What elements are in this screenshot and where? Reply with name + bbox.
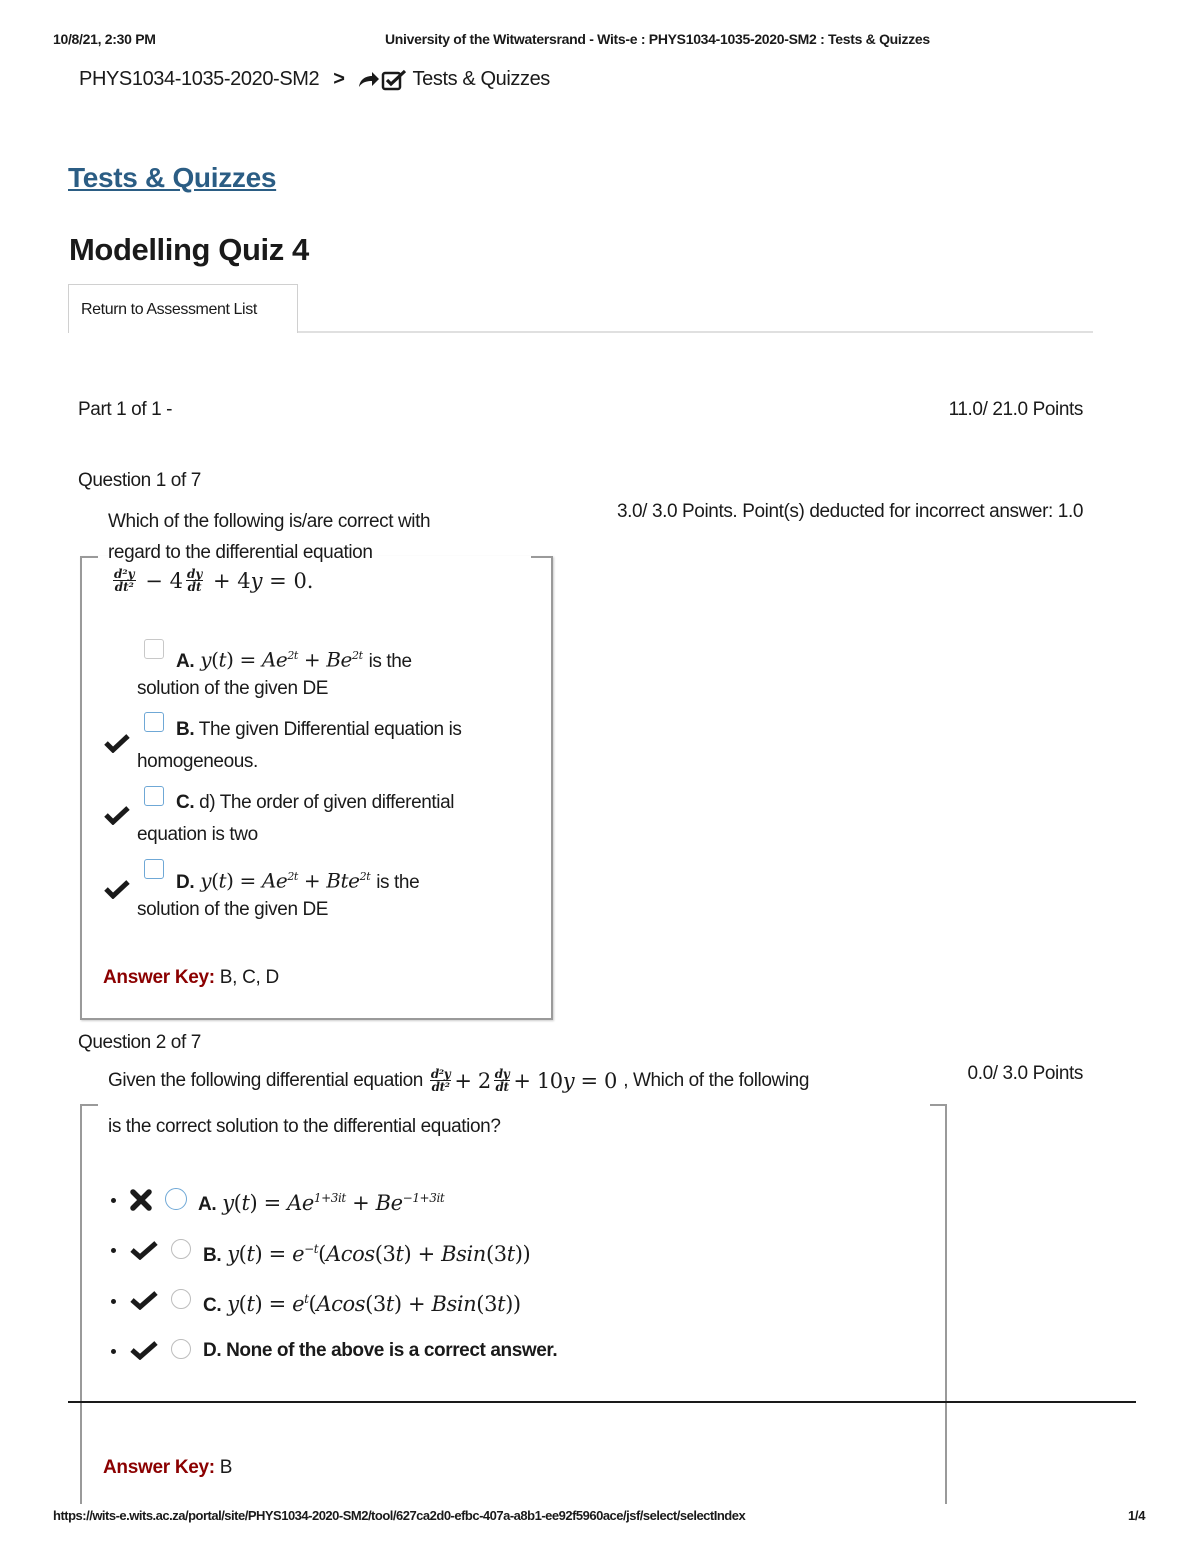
q1-answer-key [103, 967, 279, 989]
breadcrumb [79, 68, 550, 91]
list-bullet [111, 1349, 116, 1354]
q2-prompt: Given the following differential equation $\frac{\text{d²y}}{\text{dt²}}$ + 2 $\frac{dy}{dt}$ + 10 y = 0 , Which of the following [108, 1067, 809, 1094]
checkmark-icon [130, 1290, 158, 1310]
q2-option-d-text: None of the above is a correct answer. [226, 1340, 558, 1361]
share-arrow-icon [357, 70, 381, 90]
q2-option-b: B. $y(t) = e^{-t}(Acos(3t) + Bsin(3t))$ [203, 1233, 530, 1272]
q1-box-top-right [531, 556, 551, 558]
q1-points: 3.0/ 3.0 Points. Point(s) deducted for incorrect answer: 1.0 [616, 501, 1083, 522]
q2-option-c-radio[interactable] [171, 1289, 191, 1309]
q1-option-d-line2: solution of the given DE [137, 899, 329, 920]
q1-option-d-checkbox[interactable] [144, 859, 164, 879]
q1-option-a-checkbox[interactable] [144, 639, 164, 659]
quiz-title: Modelling Quiz 4 [69, 232, 309, 267]
checkmark-icon [104, 879, 130, 899]
q1-option-c [176, 786, 454, 819]
return-to-assessment-list-button[interactable]: Return to Assessment List [68, 284, 298, 333]
q1-option-c-text: d) The order of given differential [199, 792, 455, 813]
q1-option-d-letter: D. [176, 871, 195, 893]
checkmark-icon [130, 1240, 158, 1260]
list-bullet [111, 1299, 116, 1304]
print-page-number: 1/4 [1128, 1508, 1146, 1523]
q2-points: 0.0/ 3.0 Points [967, 1063, 1083, 1084]
part-points: 11.0/ 21.0 Points [948, 399, 1083, 420]
q2-box-left [80, 1104, 82, 1504]
q2-option-c-letter: C. [203, 1295, 222, 1316]
q1-option-a-letter: A. [176, 650, 195, 672]
q2-option-d [203, 1334, 557, 1367]
q2-option-d-radio[interactable] [171, 1339, 191, 1359]
q2-label: Question 2 of 7 [78, 1032, 201, 1053]
list-bullet [111, 1198, 116, 1203]
q1-answer-key-value: B, C, D [214, 967, 279, 988]
q1-option-a-line2: solution of the given DE [137, 678, 329, 699]
q1-prompt-line1: Which of the following is/are correct with [108, 511, 434, 533]
q1-prompt-line2: regard to the differential equation [108, 542, 377, 564]
x-mark-icon [129, 1189, 153, 1211]
q1-option-a: A. $y(t) = Ae^{2t} + Be^{2t}$ is the [176, 639, 412, 678]
q2-option-a: A. $y(t) = Ae^{1+3it} + Be^{-1+3it}$ [198, 1182, 444, 1221]
print-url: https://wits-e.wits.ac.za/portal/site/PHYS1034-2020-SM2/tool/627ca2d0-efbc-407a-a8b1-ee92f5960ace/jsf/select/selectIndex [53, 1508, 746, 1523]
q2-option-a-radio[interactable] [165, 1188, 187, 1210]
check-square-icon [381, 69, 409, 91]
q1-option-b-text: The given Differential equation is [198, 719, 462, 740]
checkmark-icon [104, 805, 130, 825]
q1-option-b [176, 713, 462, 746]
print-title: University of the Witwatersrand - Wits-e : PHYS1034-1035-2020-SM2 : Tests & Quizzes [385, 31, 930, 47]
q2-answer-key-label: Answer Key: [103, 1457, 215, 1478]
q2-option-a-letter: A. [198, 1194, 217, 1215]
q2-option-d-letter: D. [203, 1340, 222, 1361]
q2-box-right [945, 1104, 947, 1504]
q1-option-b-checkbox[interactable] [144, 712, 164, 732]
q2-answer-key-value: B [214, 1457, 233, 1478]
q1-option-c-letter: C. [176, 792, 195, 813]
q2-option-b-radio[interactable] [171, 1239, 191, 1259]
q2-option-b-letter: B. [203, 1245, 222, 1266]
q2-answer-key [103, 1457, 232, 1479]
horizontal-divider [68, 1401, 1136, 1403]
q1-option-d-text: is the [376, 871, 420, 893]
q1-box-top-left [80, 556, 98, 558]
checkmark-icon [104, 733, 130, 753]
q1-label: Question 1 of 7 [78, 470, 201, 491]
breadcrumb-tool: Tests & Quizzes [412, 68, 550, 90]
breadcrumb-site-link[interactable]: PHYS1034-1035-2020-SM2 [79, 68, 320, 90]
q1-option-c-line2: equation is two [137, 824, 258, 845]
q2-option-c: C. $y(t) = e^t(Acos(3t) + Bsin(3t))$ [203, 1283, 521, 1322]
q1-option-a-text: is the [368, 650, 412, 672]
part-label: Part 1 of 1 - [78, 399, 173, 420]
q1-equation: $\frac{\text{d²y}}{\text{dt²}}$ − 4 $\frac{dy}{dt}$ + 4 y = 0. [114, 567, 314, 594]
q2-prompt-before: Given the following differential equation [108, 1069, 423, 1091]
q1-option-b-line2: homogeneous. [137, 751, 258, 772]
q1-option-c-checkbox[interactable] [144, 786, 164, 806]
q1-answer-key-label: Answer Key: [103, 967, 215, 988]
q2-prompt-after: , Which of the following [623, 1069, 809, 1091]
q2-prompt-line2: is the correct solution to the differential equation? [108, 1116, 501, 1137]
q2-box-top-left [80, 1104, 98, 1106]
checkmark-icon [130, 1340, 158, 1360]
chevron-right-icon: > [333, 68, 345, 90]
list-bullet [111, 1248, 116, 1253]
q1-option-d: D. $y(t) = Ae^{2t} + Bte^{2t}$ is the [176, 860, 419, 899]
tests-quizzes-link[interactable]: Tests & Quizzes [68, 162, 277, 193]
q2-box-top-right [930, 1104, 947, 1106]
q1-option-b-letter: B. [176, 719, 195, 740]
tab-divider [298, 331, 1093, 333]
print-datetime: 10/8/21, 2:30 PM [53, 31, 156, 47]
